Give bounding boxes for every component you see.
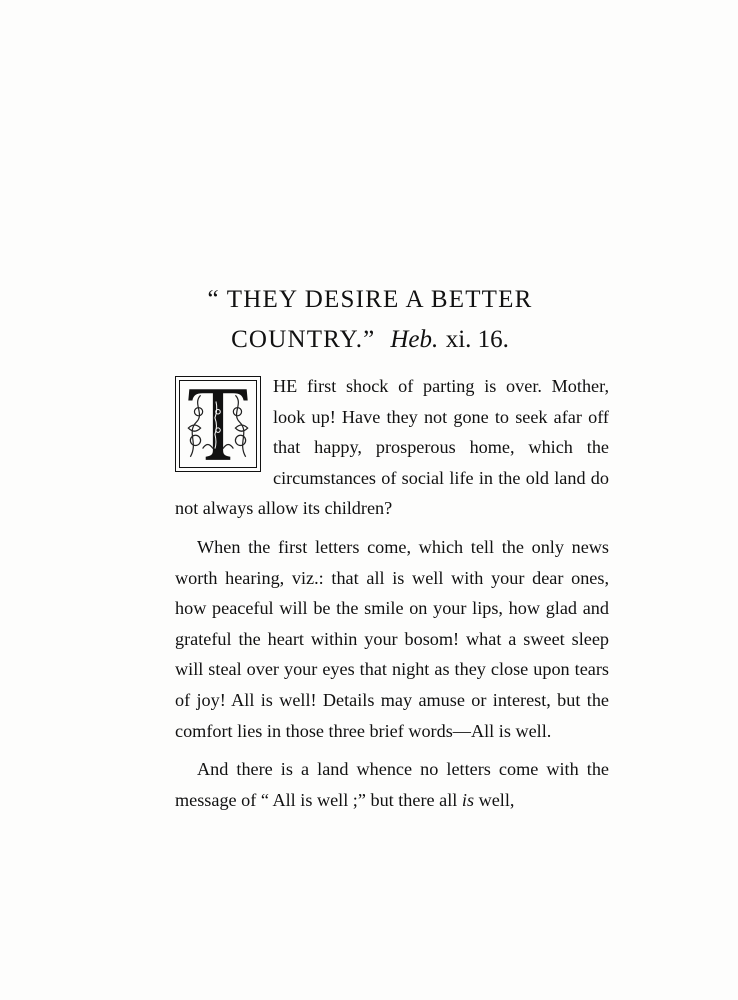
paragraph-1	[175, 371, 609, 524]
scripture-book: Heb.	[390, 326, 439, 353]
heading-line-2	[150, 320, 590, 360]
heading-country: COUNTRY.”	[231, 326, 376, 353]
ornamental-dropcap	[175, 376, 261, 472]
dropcap-frame	[179, 380, 257, 468]
paragraph-3	[175, 754, 609, 815]
chapter-heading	[150, 280, 590, 360]
heading-line-1: “ THEY DESIRE A BETTER	[207, 286, 533, 313]
paragraph-3-text-before: And there is a land whence no letters come with the message of “ All is well ;” but there all	[175, 759, 609, 810]
paragraph-2	[175, 532, 609, 746]
body-text	[175, 371, 609, 815]
paragraph-3-emphasis: is	[461, 789, 475, 810]
scripture-verse: xi. 16.	[445, 326, 509, 353]
paragraph-3-text-after: well,	[478, 789, 515, 810]
paragraph-1-text: HE first shock of parting is over. Mother, look up! Have they not gone to seek afar off that happy, prosperous home, which the circumstances of social life in the old land do not always allow its children?	[175, 376, 609, 519]
paragraph-2-text: When the first letters come, which tell the only news worth hearing, viz.: that all is well with your dear ones, how peaceful will be the smile on your lips, how glad and grateful the heart within your bosom! what a sweet sleep will steal over your eyes that night as they close upon tears of joy! All is well! Details may amuse or interest, but the comfort lies in those three brief words—All is well.	[175, 536, 609, 741]
dropcap-ornament-icon	[180, 381, 256, 467]
